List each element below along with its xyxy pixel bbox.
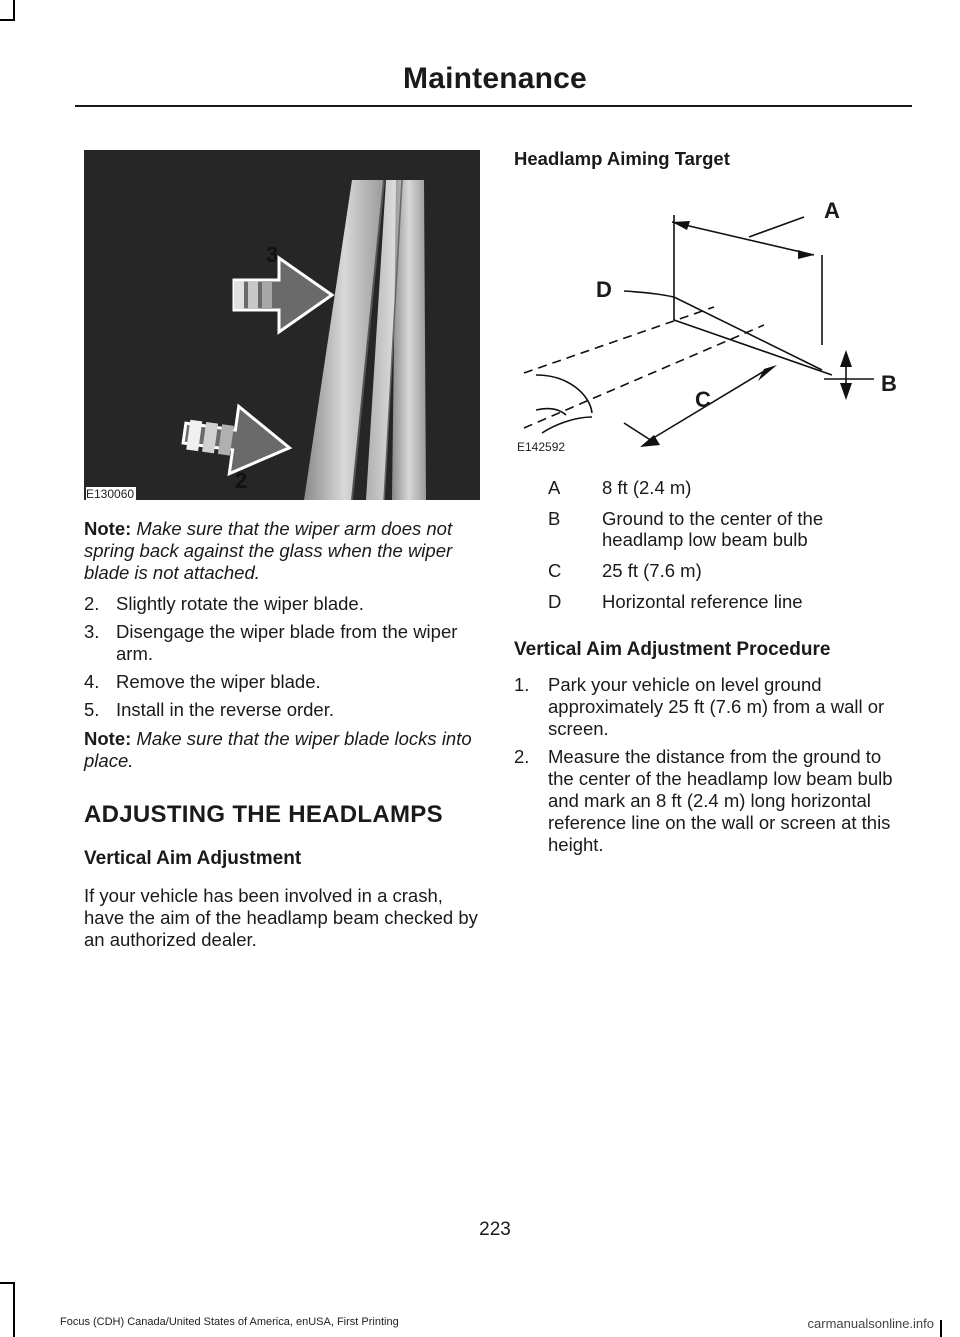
figure-id: E142592 [517,440,566,454]
figure-id: E130060 [86,487,135,501]
label-a: A [824,198,840,223]
legend-value: Horizontal reference line [602,591,803,612]
step-number: 4. [84,671,100,692]
legend-key: C [548,560,562,581]
label-c: C [695,387,711,412]
crop-mark [13,1282,15,1337]
page-number: 223 [479,1219,511,1240]
label-b: B [881,371,897,396]
note-label: Note: [84,518,132,539]
crop-mark [0,1282,15,1284]
step-number: 1. [514,674,530,695]
step-text: Install in the reverse order. [116,699,334,720]
label-d: D [596,277,612,302]
legend-key: A [548,477,561,498]
crop-mark [0,19,15,21]
section-title: ADJUSTING THE HEADLAMPS [84,801,443,828]
step-text: Remove the wiper blade. [116,671,321,692]
step-number: 5. [84,699,100,720]
step-text: Measure the distance from the ground to the center of the headlamp low beam bulb and mark an 8 ft (2.4 m) long horizontal reference line on the wall or screen at this height. [548,746,893,855]
wiper-blade-illustration [84,150,480,500]
note [84,728,480,772]
headlamp-aiming-diagram [514,185,910,460]
figure-title: Headlamp Aiming Target [514,148,730,169]
watermark: carmanualsonline.info [807,1316,934,1331]
step-text: Park your vehicle on level ground approximately 25 ft (7.6 m) from a wall or screen. [548,674,885,739]
legend-value: Ground to the center of the headlamp low beam bulb [602,508,824,550]
page-title: Maintenance [403,62,587,95]
subsection-title: Vertical Aim Adjustment [84,848,302,869]
step-number: 2. [514,746,530,767]
header-rule [75,105,912,107]
wiper-blade-figure [84,150,480,500]
crop-mark [13,0,15,20]
note-label: Note: [84,728,132,749]
step-number: 3. [84,621,100,642]
step-text: Slightly rotate the wiper blade. [116,593,364,614]
edition-footer: Focus (CDH) Canada/United States of America, enUSA, First Printing [60,1316,399,1328]
legend-key: B [548,508,561,529]
procedure-title: Vertical Aim Adjustment Procedure [514,639,831,660]
note [84,518,480,584]
headlamp-aiming-svg [514,185,910,460]
paragraph: If your vehicle has been involved in a crash, have the aim of the headlamp beam checked by an authorized dealer. [84,885,478,950]
legend-key: D [548,591,562,612]
step-number: 2. [84,593,100,614]
callout-3: 3 [266,242,279,267]
callout-2: 2 [235,468,248,493]
step-text: Disengage the wiper blade from the wiper arm. [116,621,458,664]
note-text: Make sure that the wiper blade locks into place. [84,728,472,771]
crop-mark [940,1320,942,1337]
legend-value: 8 ft (2.4 m) [602,477,692,498]
note-text: Make sure that the wiper arm does not spring back against the glass when the wiper blade is not attached. [84,518,453,583]
legend-value: 25 ft (7.6 m) [602,560,702,581]
